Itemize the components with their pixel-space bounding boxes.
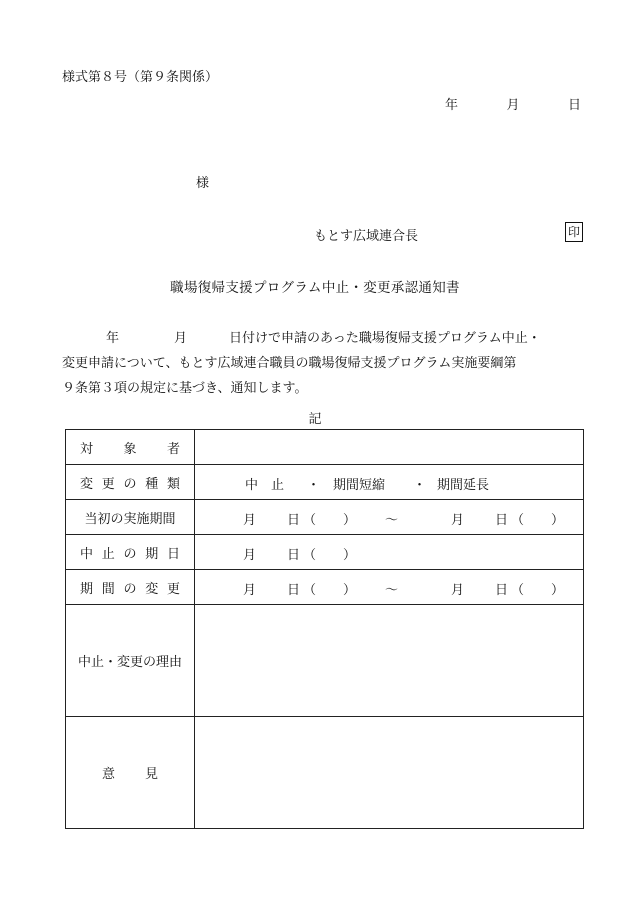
- paren-open: （: [511, 583, 525, 598]
- subject-label: [66, 430, 195, 465]
- body-line-1-text: 日付けで申請のあった職場復帰支援プログラム中止・: [229, 331, 541, 346]
- label-char: 期: [145, 546, 159, 562]
- unit-day: 日: [495, 583, 509, 598]
- paren-open: （: [511, 513, 525, 528]
- label-char: 変: [80, 476, 94, 492]
- unit-day: 日: [287, 548, 301, 563]
- label-char: 意: [102, 767, 116, 782]
- table-row: [66, 717, 584, 829]
- body-line-1: [62, 326, 582, 351]
- label-char: 類: [166, 476, 180, 492]
- table-row: [66, 570, 584, 605]
- form-number: 様式第８号（第９条関係）: [62, 70, 219, 85]
- paren-open: （: [303, 513, 317, 528]
- unit-month: 月: [451, 513, 465, 528]
- paren-close: ）: [551, 513, 565, 528]
- type-separator: ・: [307, 478, 321, 493]
- paren-close: ）: [343, 583, 357, 598]
- label-char: 種: [145, 476, 159, 492]
- table-row: [66, 465, 584, 500]
- unit-month: 月: [243, 513, 257, 528]
- reason-value[interactable]: [195, 605, 584, 717]
- paren-open: （: [303, 548, 317, 563]
- label-char: 者: [166, 441, 180, 457]
- change-type-value[interactable]: [195, 465, 584, 500]
- body-year-unit: 年: [106, 331, 120, 346]
- stop-date-value[interactable]: [195, 535, 584, 570]
- paren-close: ）: [343, 548, 357, 563]
- table-row: [66, 430, 584, 465]
- label-char: 間: [101, 581, 115, 597]
- tilde: ～: [385, 513, 399, 528]
- issue-date: [445, 94, 581, 113]
- table-row: [66, 605, 584, 717]
- date-month-unit: 月: [506, 98, 520, 113]
- seal-mark: 印: [565, 222, 583, 242]
- label-char: 見: [144, 767, 158, 782]
- opinion-label: [66, 717, 195, 829]
- label-char: の: [123, 476, 137, 492]
- label-char: 更: [101, 476, 115, 492]
- recipient-suffix: 様: [196, 176, 210, 191]
- label-char: 対: [80, 441, 94, 457]
- unit-month: 月: [451, 583, 465, 598]
- label-char: 日: [166, 546, 180, 562]
- unit-month: 月: [243, 548, 257, 563]
- reason-label: 中止・変更の理由: [66, 605, 195, 717]
- date-year-unit: 年: [445, 98, 459, 113]
- table-row: [66, 535, 584, 570]
- table-row: [66, 500, 584, 535]
- unit-day: 日: [495, 513, 509, 528]
- tilde: ～: [385, 583, 399, 598]
- label-char: の: [123, 546, 137, 562]
- body-paragraph: [62, 326, 582, 401]
- type-separator: ・: [413, 478, 427, 493]
- change-type-label: [66, 465, 195, 500]
- body-month-unit: 月: [174, 331, 188, 346]
- body-line-3: ９条第３項の規定に基づき、通知します。: [62, 381, 308, 396]
- period-change-label: [66, 570, 195, 605]
- paren-close: ）: [551, 583, 565, 598]
- type-shorten[interactable]: 期間短縮: [333, 478, 386, 493]
- label-char: 更: [166, 581, 180, 597]
- subject-value[interactable]: [195, 430, 584, 465]
- label-char: 期: [80, 581, 94, 597]
- stop-date-label: [66, 535, 195, 570]
- label-char: 変: [145, 581, 159, 597]
- type-extend[interactable]: 期間延長: [437, 478, 490, 493]
- body-line-2: 変更申請について、もとす広域連合職員の職場復帰支援プログラム実施要綱第: [62, 356, 517, 371]
- label-char: 止: [101, 546, 115, 562]
- opinion-value[interactable]: [195, 717, 584, 829]
- date-day-unit: 日: [567, 98, 581, 113]
- label-char: 象: [123, 441, 137, 457]
- ki-label: 記: [308, 412, 322, 427]
- period-change-value[interactable]: [195, 570, 584, 605]
- info-table: [65, 429, 584, 829]
- unit-month: 月: [243, 583, 257, 598]
- document-title: 職場復帰支援プログラム中止・変更承認通知書: [170, 280, 460, 296]
- label-char: 中: [80, 546, 94, 562]
- paren-open: （: [303, 583, 317, 598]
- initial-period-label: 当初の実施期間: [66, 500, 195, 535]
- unit-day: 日: [287, 513, 301, 528]
- initial-period-value[interactable]: [195, 500, 584, 535]
- paren-close: ）: [343, 513, 357, 528]
- label-char: の: [123, 581, 137, 597]
- unit-day: 日: [287, 583, 301, 598]
- issuer-name: もとす広域連合長: [314, 229, 419, 244]
- type-stop[interactable]: 中 止: [245, 478, 285, 493]
